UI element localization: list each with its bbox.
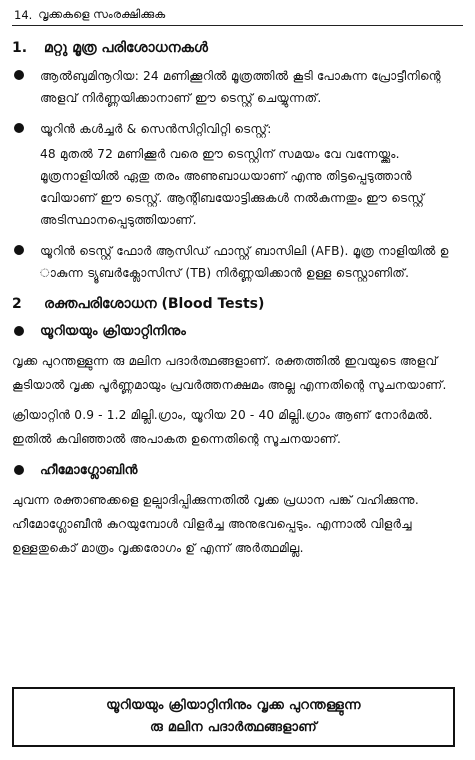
bullet-icon: [14, 465, 24, 475]
callout-line-1: യൂറിയയും ക്രിയാറ്റിനിനും വൃക്ക പുറന്തള്ളുന്ന: [106, 698, 361, 713]
section-heading-2: [12, 296, 463, 312]
urea-paragraph-1: വൃക്ക പുറന്തള്ളുന്ന രു മലിന പദാർത്ഥങ്ങളാണ്. രക്തത്തിൽ ഇവയുടെ അളവ് കൂടിയാൽ വൃക്ക പൂർണ്ണമായും പ്രവർത്തനക്ഷമം അല്ല എന്നതിന്റെ സൂചനയാണ്.: [12, 354, 447, 392]
subheading-urea-creatinine: [12, 321, 463, 343]
section-number: 1.: [12, 40, 28, 56]
list-item-text: യൂറിൻ കൾച്ചർ & സെൻസിറ്റിവിറ്റി ടെസ്റ്റ്:: [40, 122, 272, 136]
culture-detail-paragraph: 48 മുതൽ 72 മണിക്കൂർ വരെ ഈ ടെസ്റ്റിന് സമയം വേ വന്നേയ്ക്കും. മൂത്രനാളിയിൽ ഏതു തരം അണുബാധയാണ് എന്നു തിട്ടപ്പെടുത്താൻ വേിയാണ് ഈ ടെസ്റ്റ്. ആന്റിബയോട്ടിക്കുകൾ നൽകുന്നതും ഈ ടെസ്റ്റ് അടിസ്ഥാനപ്പെടുത്തിയാണ്.: [40, 147, 425, 227]
bullet-icon: [14, 70, 24, 80]
urea-paragraph-2: ക്രിയാറ്റിൻ 0.9 - 1.2 മില്ലി.ഗ്രാം, യൂറിയ 20 - 40 മില്ലി.ഗ്രാം ആണ് നോർമൽ. ഇതിൽ കവിഞ്ഞാൽ അപാകത ഉന്നെതിന്റെ സൂചനയാണ്.: [12, 408, 433, 446]
bullet-icon: [14, 123, 24, 133]
section-title: രക്തപരിശോധന (Blood Tests): [44, 296, 265, 312]
page-number: 14.: [14, 8, 33, 22]
hemoglobin-paragraph: ചുവന്ന രക്താണുക്കളെ ഉല്പാദിപ്പിക്കുന്നതിൽ വൃക്ക പ്രധാന പങ്ക് വഹിക്കുന്നു. ഹീമോഗ്ലോബീൻ കുറയുമ്പോൾ വിളർച്ച അനുഭവപ്പെടും. എന്നാൽ വിളർച്ച ഉള്ളതുകൊ് മാത്രം വൃക്കരോഗം ഉ് എന്ന് അർത്ഥമില്ല.: [12, 493, 419, 555]
callout-line-2: രു മലിന പദാർത്ഥങ്ങളാണ്: [149, 720, 318, 735]
list-item-albuminuria: [12, 65, 463, 109]
bullet-icon: [14, 326, 24, 336]
callout-box: [12, 687, 455, 747]
list-item-text: ആൽബുമിനൂറിയ: 24 മണിക്കൂറിൽ മൂത്രത്തിൽ കൂടി പോകുന്ന പ്രോട്ടീനിന്റെ അളവ് നിർണ്ണയിക്കാനാണ് ഈ ടെസ്റ്റ് ചെയ്യുന്നത്.: [40, 69, 441, 105]
section-number: 2: [12, 296, 22, 312]
header-rule: [12, 25, 463, 26]
subheading-text: യൂറിയയും ക്രിയാറ്റിനിനും: [40, 324, 187, 339]
subheading-text: ഹീമോഗ്ലോബിൻ: [40, 463, 138, 478]
section-title: മറ്റു മൂത്ര പരിശോധനകൾ: [44, 40, 208, 56]
list-item-urine-culture: [12, 118, 463, 140]
subheading-hemoglobin: [12, 460, 463, 482]
running-title: വൃക്കകളെ സംരക്ഷിക്കുക: [38, 7, 166, 21]
section-heading-1: [12, 40, 463, 56]
page-header: [12, 0, 463, 22]
bullet-icon: [14, 245, 24, 255]
list-item-afb: [12, 240, 463, 284]
list-item-text: യൂറിൻ ടെസ്റ്റ് ഫോർ ആസിഡ് ഫാസ്റ്റ് ബാസിലി (AFB). മൂത്ര നാളിയിൽ ഉ ാകുന്ന ട്യൂബർക്ലോസിസ് (TB) നിർണ്ണയിക്കാൻ ഉള്ള ടെസ്റ്റാണിത്.: [40, 244, 449, 280]
